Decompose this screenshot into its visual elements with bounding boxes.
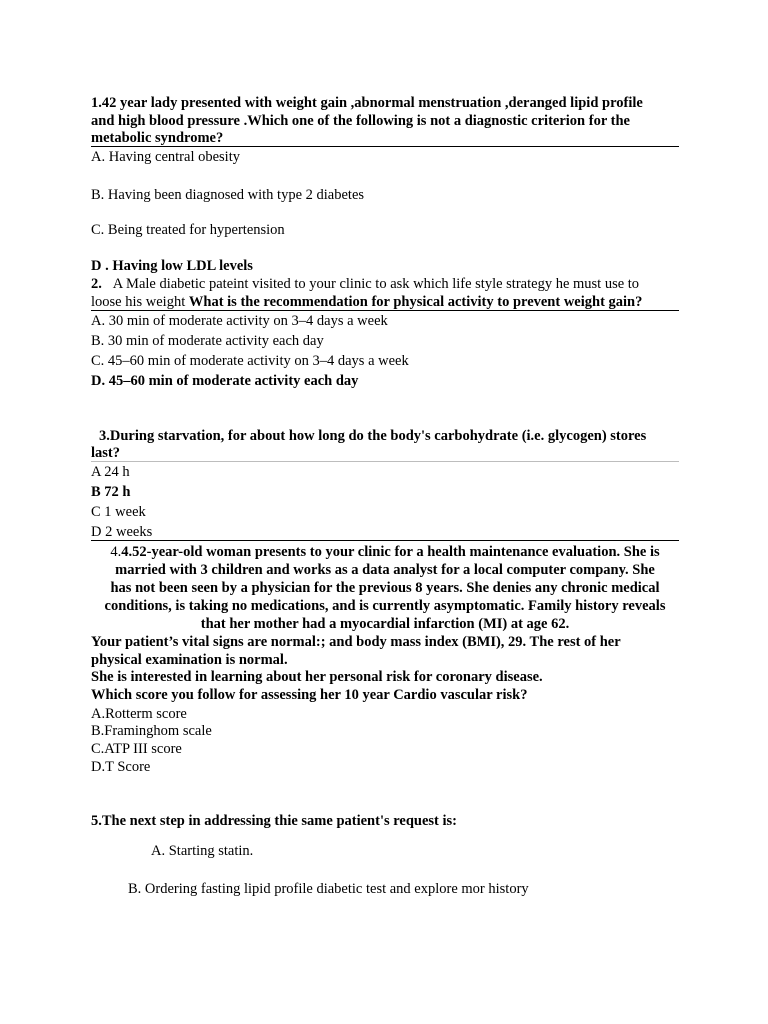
q1-option: B. Having been diagnosed with type 2 diabetes (91, 187, 365, 203)
q2-question: What is the recommendation for physical activity to prevent weight gain? (188, 294, 643, 310)
q4-option: D.T Score (91, 759, 151, 775)
q4-stem-line (91, 543, 679, 561)
q1-option-answer: D . Having low LDL levels (91, 258, 253, 274)
q2-divider (91, 310, 679, 311)
q3-option: C 1 week (91, 504, 146, 520)
q4-stem-line: Your patient’s vital signs are normal:; and body mass index (BMI), 29. The rest of her (91, 634, 621, 650)
q4-option: B.Framinghom scale (91, 723, 212, 739)
q3-option: A 24 h (91, 464, 130, 480)
q4-number: 4. (110, 544, 122, 560)
q2-option: B. 30 min of moderate activity each day (91, 333, 324, 349)
q4-stem-line: physical examination is normal. (91, 652, 288, 668)
q3-divider (91, 461, 679, 462)
q5-stem: 5.The next step in addressing thie same patient's request is: (91, 813, 458, 829)
q1-stem-line: 1.42 year lady presented with weight gain ,abnormal menstruation ,deranged lipid profile (91, 95, 643, 111)
q2-option-answer: D. 45–60 min of moderate activity each day (91, 373, 359, 389)
q2-number: 2. (91, 276, 102, 292)
q5-option: A. Starting statin. (151, 843, 254, 859)
q1-option: A. Having central obesity (91, 149, 240, 165)
q3-option: D 2 weeks (91, 524, 153, 540)
q1-stem-line: and high blood pressure .Which one of the following is not a diagnostic criterion for the (91, 113, 630, 129)
q4-option: C.ATP III score (91, 741, 182, 757)
q1-stem-line: metabolic syndrome? (91, 130, 224, 146)
q4-question: Which score you follow for assessing her 10 year Cardio vascular risk? (91, 687, 528, 703)
q4-stem-line: conditions, is taking no medications, and is currently asymptomatic. Family history reveals (104, 598, 666, 614)
q2-option: C. 45–60 min of moderate activity on 3–4 days a week (91, 353, 409, 369)
q5-option: B. Ordering fasting lipid profile diabetic test and explore mor history (128, 881, 529, 897)
q3-stem-line: last? (91, 445, 120, 461)
q4-stem-text: 4.52-year-old woman presents to your clinic for a health maintenance evaluation. She is (121, 544, 660, 560)
q3-stem-line: 3.During starvation, for about how long do the body's carbohydrate (i.e. glycogen) stores (99, 428, 647, 444)
q3-option-answer: B 72 h (91, 484, 131, 500)
q2-stem-line (91, 275, 639, 293)
q1-option: C. Being treated for hypertension (91, 222, 285, 238)
q4-stem-line: She is interested in learning about her personal risk for coronary disease. (91, 669, 543, 685)
q2-stem-line (91, 293, 642, 311)
q4-stem-line: has not been seen by a physician for the previous 8 years. She denies any chronic medical (110, 580, 660, 596)
q4-stem-line: that her mother had a myocardial infarction (MI) at age 62. (200, 616, 570, 632)
q2-option: A. 30 min of moderate activity on 3–4 days a week (91, 313, 388, 329)
q2-stem-text: loose his weight (91, 294, 189, 310)
q4-option: A.Rotterm score (91, 706, 187, 722)
q4-stem-line: married with 3 children and works as a data analyst for a local computer company. She (115, 562, 655, 578)
q1-divider (91, 146, 679, 147)
q2-stem-text: A Male diabetic pateint visited to your clinic to ask which life style strategy he must use to (112, 276, 640, 292)
q3-bottom-divider (91, 540, 679, 541)
